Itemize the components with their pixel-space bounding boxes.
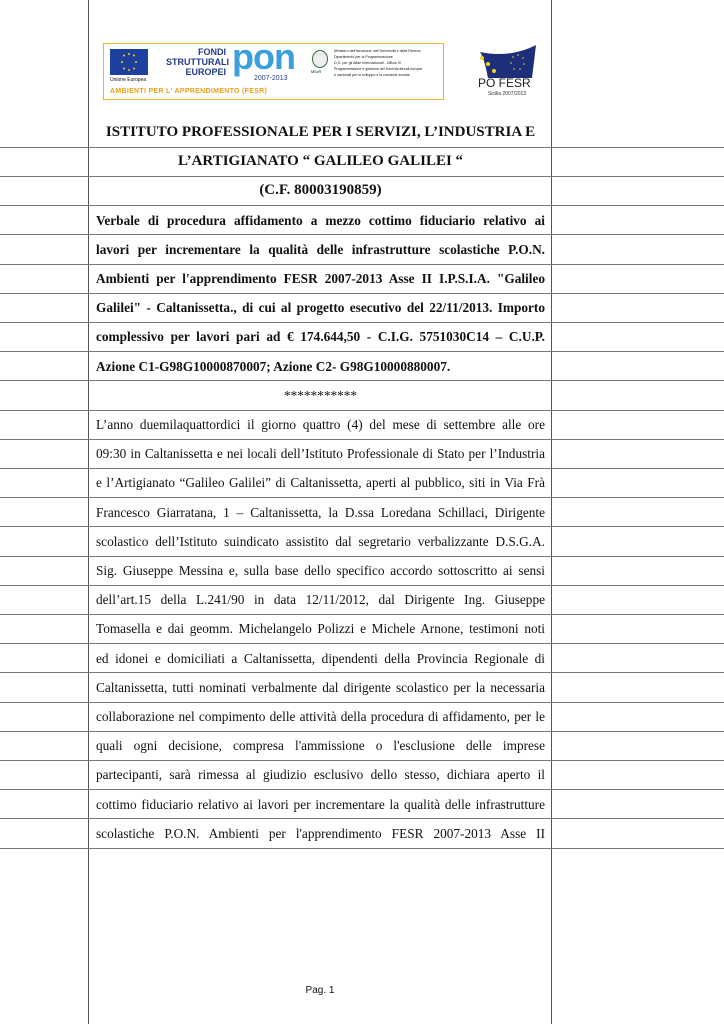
ministry-text bbox=[334, 48, 422, 78]
miur-label: MIUR bbox=[311, 69, 322, 74]
body-line: dell’art.15 della L.241/90 in data 12/11/2012, dal Dirigente Ing. Giuseppe bbox=[96, 592, 545, 608]
subject-line: Ambienti per l'apprendimento FESR 2007-2013 Asse II I.P.S.I.A. "Galileo bbox=[96, 271, 545, 286]
ministry-line: Programmazione e gestione dei fondi strutturali europei bbox=[334, 67, 423, 71]
body-line: Caltanissetta, tutti nominati verbalmente dal dirigente scolastico per la necessaria bbox=[96, 679, 545, 695]
title-line: (C.F. 80003190859) bbox=[259, 182, 382, 199]
subject-line: complessivo per lavori pari ad € 174.644,50 - C.I.G. 5751030C14 – C.U.P. bbox=[96, 329, 545, 345]
body-line: ed idonei e domiciliati a Caltanissetta, dipendenti della Provincia Regionale di bbox=[96, 650, 545, 666]
ruled-line bbox=[0, 848, 724, 849]
po-fesr-flag-icon bbox=[474, 44, 544, 78]
subject-line: lavori per incrementare la qualità delle infrastrutture scolastiche P.O.N. bbox=[96, 241, 545, 257]
page-number: Pag. 1 bbox=[305, 985, 335, 996]
fondi-line: FONDI bbox=[198, 47, 226, 57]
po-fesr-logo bbox=[474, 44, 544, 100]
right-margin-line bbox=[551, 0, 552, 1024]
ministry-line: e nazionali per lo sviluppo e la coesione sociale bbox=[334, 73, 410, 77]
body-line: quali ogni decisione, compresa l'ammissione o l'esclusione delle imprese bbox=[96, 738, 545, 754]
body-line: 09:30 in Caltanissetta e nei locali dell’Istituto Professionale di Stato per l’Industria bbox=[96, 446, 545, 462]
body-line: partecipanti, sarà rimessa al giudizio esclusivo dello stesso, dichiara aperto il bbox=[96, 767, 545, 783]
po-fesr-text: PO FESR bbox=[478, 76, 531, 90]
ministry-line: D.G. per gli Affari Internazionali - Ufficio IV bbox=[334, 61, 402, 65]
eu-flag-icon bbox=[110, 49, 148, 75]
ministry-line: Ministero dell'Istruzione, dell'Università e della Ricerca bbox=[334, 49, 421, 53]
fondi-line: EUROPEI bbox=[185, 67, 226, 77]
italian-emblem-icon bbox=[312, 50, 328, 68]
ambienti-banner: AMBIENTI PER L' APPRENDIMENTO (FESR) bbox=[110, 88, 268, 95]
body-line: Sig. Giuseppe Messina e, sulla base dello specifico accordo sottoscritto ai sensi bbox=[96, 563, 545, 578]
pon-years: 2007-2013 bbox=[254, 75, 288, 82]
fondi-line: STRUTTURALI bbox=[166, 57, 229, 67]
left-margin-line bbox=[88, 0, 89, 1024]
subject-line: Azione C1-G98G10000870007; Azione C2- G98G10000880007. bbox=[96, 358, 451, 374]
separator-stars: *********** bbox=[283, 387, 358, 403]
pon-logo-banner bbox=[103, 43, 444, 100]
po-fesr-subtitle: Sicilia 2007/2013 bbox=[488, 91, 527, 97]
body-line: cottimo fiduciario relativo ai lavori per incrementare la qualità delle infrastrutture bbox=[96, 796, 545, 812]
title-line: ISTITUTO PROFESSIONALE PER I SERVIZI, L’INDUSTRIA E bbox=[105, 124, 536, 140]
title-line: L’ARTIGIANATO “ GALILEO GALILEI “ bbox=[177, 153, 464, 170]
body-line: collaborazione nel compimento delle attività della procedura di affidamento, per le bbox=[96, 709, 545, 724]
pon-logo-text: pon bbox=[232, 43, 295, 77]
body-line: scolastiche P.O.N. Ambienti per l'apprendimento FESR 2007-2013 Asse II bbox=[96, 825, 545, 841]
fondi-strutturali-logo bbox=[166, 47, 229, 77]
subject-line: Verbale di procedura affidamento a mezzo cottimo fiduciario relativo ai bbox=[96, 212, 545, 228]
subject-line: Galilei" - Caltanissetta., di cui al progetto esecutivo del 22/11/2013. Importo bbox=[96, 300, 545, 316]
ministry-line: Dipartimento per la Programmazione bbox=[334, 55, 393, 59]
eu-label: Unione Europea bbox=[110, 77, 147, 83]
body-line: scolastico dell’Istituto suindicato assistito dal segretario verbalizzante D.S.G.A. bbox=[96, 533, 545, 549]
body-line: Tomasella e dai geomm. Michelangelo Polizzi e Michele Arnone, testimoni noti bbox=[96, 621, 545, 637]
body-line: L’anno duemilaquattordici il giorno quattro (4) del mese di settembre alle ore bbox=[96, 417, 545, 432]
body-line: e l’Artigianato “Galileo Galilei” di Caltanissetta, aperti al pubblico, siti in Via Frà bbox=[96, 475, 545, 491]
body-line: Francesco Giarratana, 1 – Caltanissetta, la D.ssa Loredana Schillaci, Dirigente bbox=[96, 504, 545, 520]
